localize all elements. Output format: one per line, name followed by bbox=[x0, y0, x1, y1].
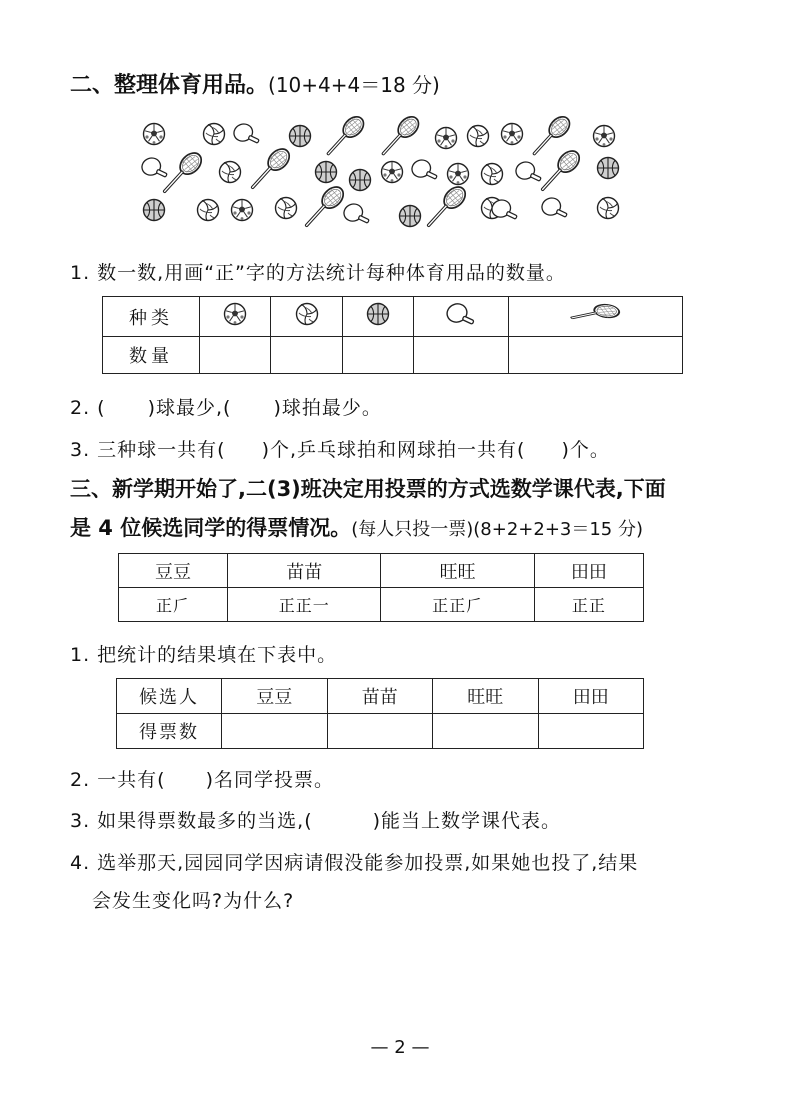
sports-items-picture bbox=[130, 110, 630, 230]
volleyball-icon bbox=[274, 196, 298, 220]
basketball-cell bbox=[342, 297, 413, 337]
tennis-racket-icon bbox=[375, 112, 425, 162]
answer-cell[interactable] bbox=[433, 714, 539, 749]
s3q2-text: 2. 一共有( )名同学投票。 bbox=[70, 769, 335, 791]
soccer-ball-icon bbox=[223, 302, 247, 326]
volleyball-icon bbox=[596, 196, 620, 220]
volleyball-cell bbox=[271, 297, 342, 337]
tally-marks: 正正𠂆 bbox=[381, 588, 534, 622]
tally-marks: 正𠂆 bbox=[119, 588, 228, 622]
tennis-racket-cell bbox=[508, 297, 682, 337]
soccer-ball-icon bbox=[500, 122, 524, 146]
basketball-icon bbox=[596, 156, 620, 180]
q2-text: 2. ( )球最少,( )球拍最少。 bbox=[70, 397, 382, 419]
soccer-ball-icon bbox=[592, 124, 616, 148]
section2-title: 二、整理体育用品。 bbox=[70, 73, 269, 98]
answer-cell[interactable] bbox=[508, 337, 682, 374]
tally-table bbox=[102, 296, 683, 374]
tennis-racket-icon bbox=[244, 144, 296, 196]
table-row bbox=[117, 679, 644, 714]
s3q1-text: 1. 把统计的结果填在下表中。 bbox=[70, 644, 338, 666]
result-table bbox=[116, 678, 644, 749]
ping-pong-paddle-icon bbox=[342, 202, 372, 225]
answer-cell[interactable] bbox=[538, 714, 644, 749]
basketball-icon bbox=[398, 204, 422, 228]
ping-pong-paddle-icon bbox=[540, 196, 570, 219]
soccer-ball-icon bbox=[434, 126, 458, 150]
table-row bbox=[117, 714, 644, 749]
candidate-name: 豆豆 bbox=[119, 554, 228, 588]
section2-points: (10+4+4＝18 分) bbox=[268, 73, 440, 97]
answer-cell[interactable] bbox=[271, 337, 342, 374]
volleyball-icon bbox=[218, 160, 242, 184]
row-label-count: 数量 bbox=[103, 337, 200, 374]
volleyball-icon bbox=[295, 302, 319, 326]
basketball-icon bbox=[348, 168, 372, 192]
answer-cell[interactable] bbox=[327, 714, 433, 749]
soccer-ball-icon bbox=[230, 198, 254, 222]
s3q4-line2: 会发生变化吗?为什么? bbox=[92, 890, 295, 912]
candidate-name: 苗苗 bbox=[327, 679, 433, 714]
answer-cell[interactable] bbox=[222, 714, 328, 749]
tennis-racket-icon bbox=[420, 182, 472, 234]
section2-heading bbox=[70, 68, 440, 99]
q3-text: 3. 三种球一共有( )个,乒乓球拍和网球拍一共有( )个。 bbox=[70, 439, 610, 461]
row-label-candidate: 候选人 bbox=[117, 679, 222, 714]
section3-heading-line1: 三、新学期开始了,二(3)班决定用投票的方式选数学课代表,下面 bbox=[70, 477, 666, 501]
soccer-ball-icon bbox=[380, 160, 404, 184]
basketball-icon bbox=[366, 302, 390, 326]
tennis-racket-icon bbox=[320, 112, 370, 162]
candidate-name: 田田 bbox=[538, 679, 644, 714]
ping-pong-paddle-cell bbox=[414, 297, 508, 337]
s3q4-line1: 4. 选举那天,园园同学因病请假没能参加投票,如果她也投了,结果 bbox=[70, 852, 639, 874]
tennis-racket-icon bbox=[534, 146, 586, 198]
candidate-name: 旺旺 bbox=[433, 679, 539, 714]
soccer-ball-icon bbox=[142, 122, 166, 146]
ping-pong-paddle-icon bbox=[232, 122, 262, 145]
table-row bbox=[119, 588, 644, 622]
volleyball-icon bbox=[196, 198, 220, 222]
ping-pong-paddle-icon bbox=[490, 198, 520, 221]
candidate-name: 田田 bbox=[534, 554, 643, 588]
basketball-icon bbox=[142, 198, 166, 222]
section3-heading-line2: 是 4 位候选同学的得票情况。(每人只投一票)(8+2+2+3＝15 分) bbox=[70, 516, 644, 540]
ping-pong-paddle-icon bbox=[410, 158, 440, 181]
table-row bbox=[103, 297, 683, 337]
volleyball-icon bbox=[480, 162, 504, 186]
tally-marks: 正正 bbox=[534, 588, 643, 622]
tennis-racket-icon bbox=[156, 148, 208, 200]
table-row bbox=[103, 337, 683, 374]
section3-points: (每人只投一票)(8+2+2+3＝15 分) bbox=[351, 519, 644, 540]
row-label-votes: 得票数 bbox=[117, 714, 222, 749]
answer-cell[interactable] bbox=[200, 337, 271, 374]
s3q3-text: 3. 如果得票数最多的当选,( )能当上数学课代表。 bbox=[70, 810, 562, 832]
candidate-name: 豆豆 bbox=[222, 679, 328, 714]
soccer-ball-cell bbox=[200, 297, 271, 337]
candidate-name: 旺旺 bbox=[381, 554, 534, 588]
tally-marks: 正正一 bbox=[228, 588, 381, 622]
candidate-name: 苗苗 bbox=[228, 554, 381, 588]
vote-tally-table bbox=[118, 553, 644, 622]
page-number: — 2 — bbox=[370, 1037, 430, 1058]
tennis-racket-icon bbox=[561, 288, 629, 340]
answer-cell[interactable] bbox=[414, 337, 508, 374]
basketball-icon bbox=[314, 160, 338, 184]
row-label-type: 种类 bbox=[103, 297, 200, 337]
answer-cell[interactable] bbox=[342, 337, 413, 374]
q1-text: 1. 数一数,用画“正”字的方法统计每种体育用品的数量。 bbox=[70, 262, 566, 284]
table-row bbox=[119, 554, 644, 588]
volleyball-icon bbox=[202, 122, 226, 146]
ping-pong-paddle-icon bbox=[445, 302, 477, 326]
volleyball-icon bbox=[466, 124, 490, 148]
